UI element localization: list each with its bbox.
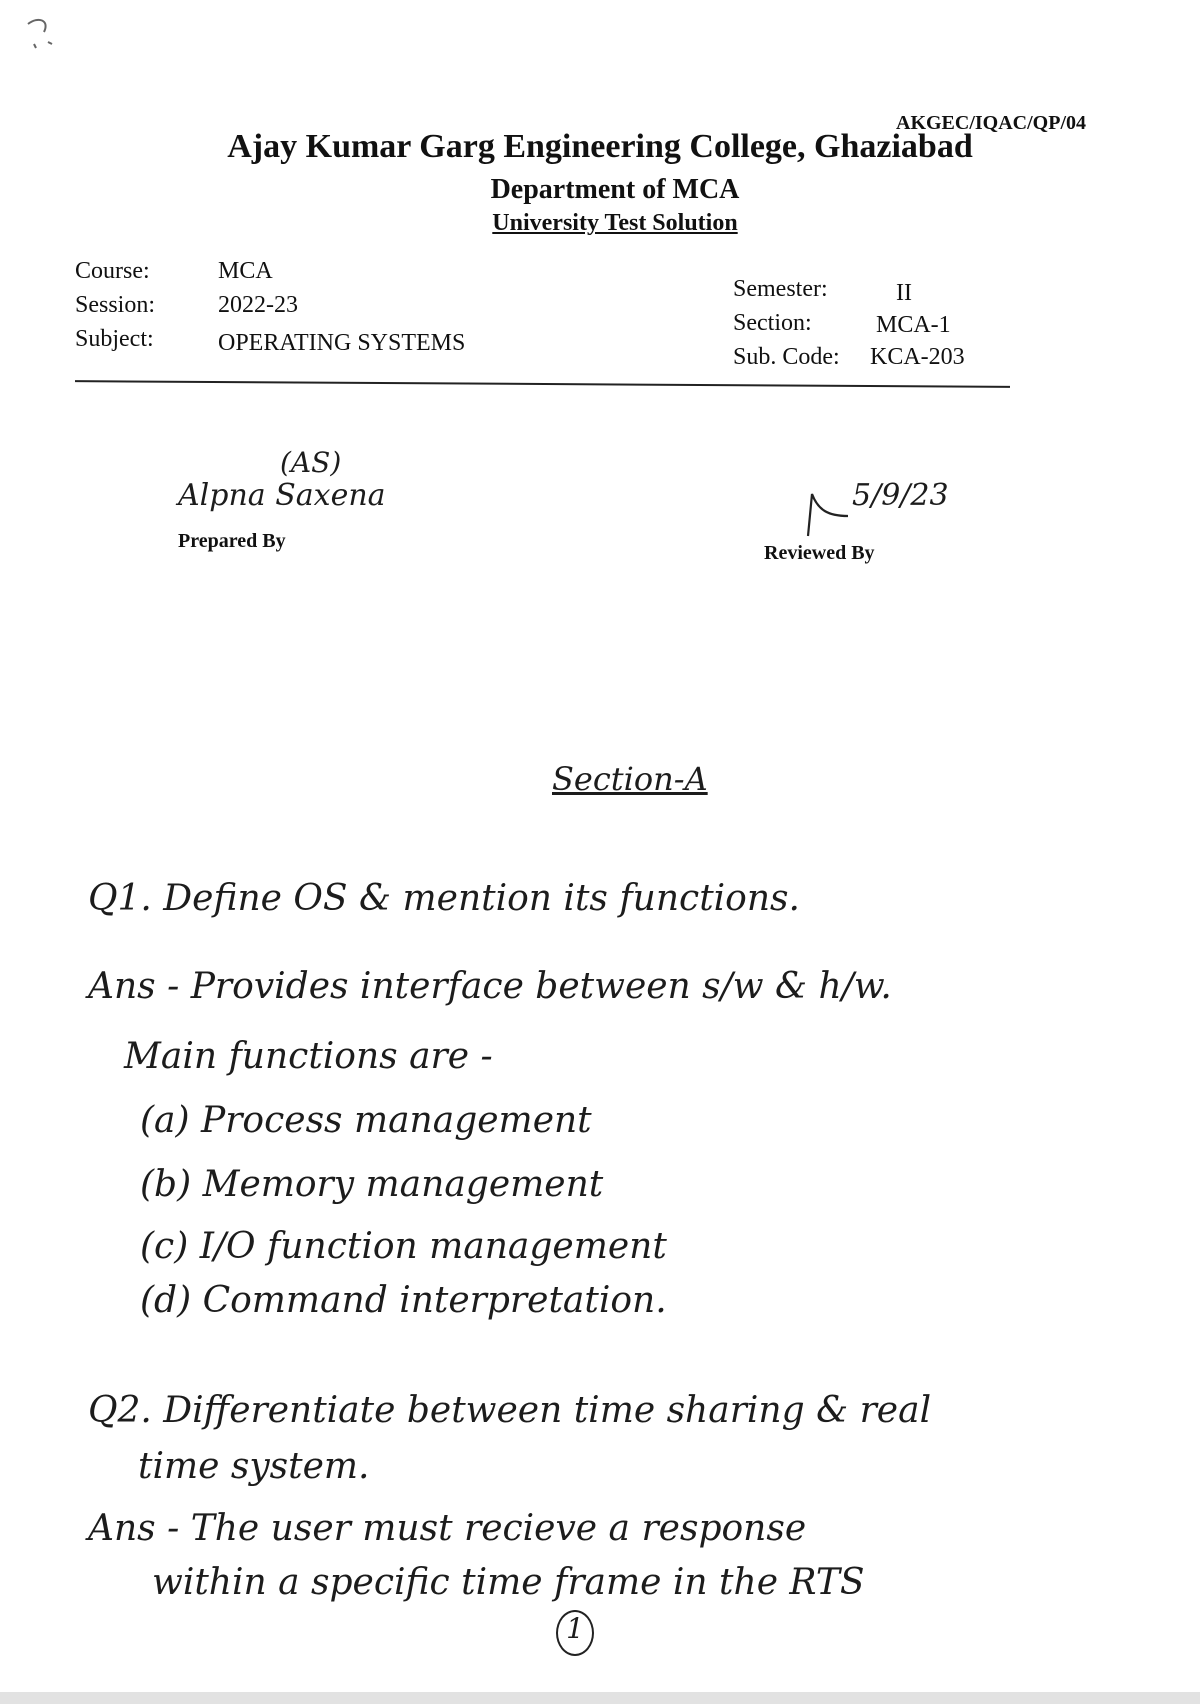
scan-bottom-edge	[0, 1692, 1200, 1704]
answer-1-functions: Main functions are -	[124, 1036, 493, 1077]
semester-label: Semester:	[733, 276, 828, 302]
prepared-signature: Alpna Saxena	[178, 478, 386, 513]
function-a: (a) Process management	[140, 1100, 592, 1141]
question-2-cont: time system.	[138, 1446, 370, 1487]
subject-label: Subject:	[75, 326, 154, 352]
section-value: MCA-1	[876, 312, 951, 338]
question-1: Q1. Define OS & mention its functions.	[88, 878, 800, 919]
corner-scribble	[20, 14, 80, 74]
prepared-by-label: Prepared By	[178, 530, 286, 552]
semester-value: II	[896, 280, 912, 306]
function-c: (c) I/O function management	[140, 1226, 667, 1267]
subject-value: OPERATING SYSTEMS	[218, 330, 466, 356]
test-title	[0, 210, 1200, 237]
question-2: Q2. Differentiate between time sharing & real	[88, 1390, 932, 1431]
review-date: 5/9/23	[852, 478, 949, 513]
section-heading: Section-A	[552, 760, 708, 798]
test-title-text: University Test Solution	[492, 210, 738, 236]
reviewed-by-label: Reviewed By	[764, 542, 875, 564]
subcode-value: KCA-203	[870, 344, 965, 370]
document-code: AKGEC/IQAC/QP/04	[896, 112, 1087, 134]
course-label: Course:	[75, 258, 150, 284]
answer-1-intro: Ans - Provides interface between s/w & h/w.	[88, 966, 892, 1007]
subcode-label: Sub. Code:	[733, 344, 840, 370]
session-label: Session:	[75, 292, 156, 318]
session-value: 2022-23	[218, 292, 298, 318]
reviewer-signature	[798, 486, 858, 546]
function-d: (d) Command interpretation.	[140, 1280, 667, 1321]
answer-2: Ans - The user must recieve a response	[88, 1508, 807, 1549]
course-value: MCA	[218, 258, 273, 284]
section-label: Section:	[733, 310, 812, 336]
college-name: Ajay Kumar Garg Engineering College, Ghaziabad	[227, 128, 973, 165]
department-name: Department of MCA	[490, 174, 740, 205]
answer-2-cont: within a specific time frame in the RTS	[152, 1562, 865, 1603]
function-b: (b) Memory management	[140, 1164, 604, 1205]
prepared-initials: (AS)	[280, 446, 342, 479]
page-number: 1	[566, 1612, 584, 1645]
header-divider	[75, 380, 1010, 388]
